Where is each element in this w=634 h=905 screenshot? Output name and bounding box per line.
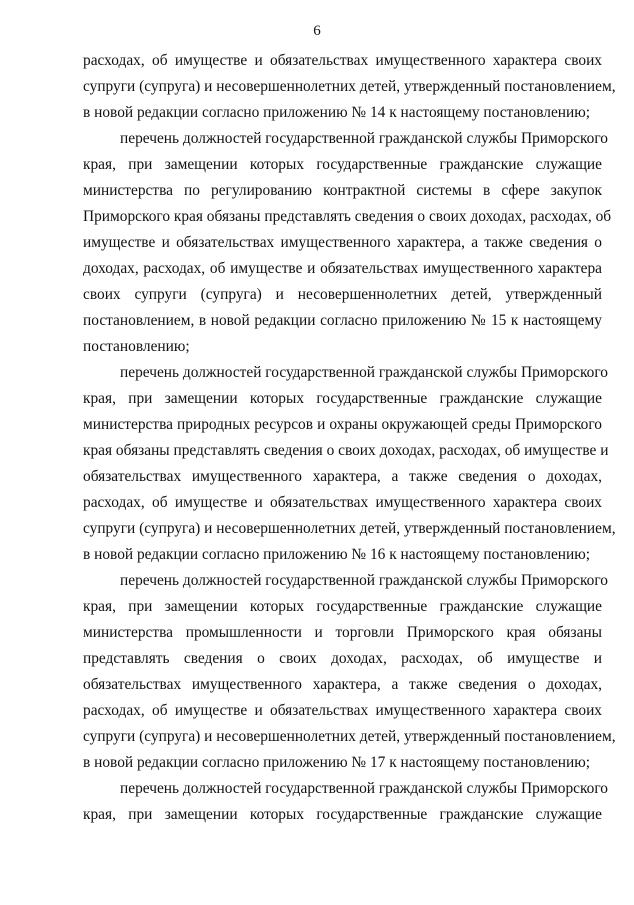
- text-line: края, при замещении которых государственные гражданские служащие: [83, 598, 602, 615]
- text-line: постановлением, в новой редакции согласно приложению № 15 к настоящему: [83, 312, 602, 329]
- text-line: доходах, расходах, об имуществе и обязательствах имущественного характера: [83, 260, 602, 277]
- text-line: края, при замещении которых государственные гражданские служащие: [83, 390, 602, 407]
- text-line: имуществе и обязательствах имущественного характера, а также сведения о: [83, 234, 602, 251]
- text-line: постановлению;: [83, 338, 190, 355]
- text-line: министерства по регулированию контрактной системы в сфере закупок: [83, 182, 602, 199]
- text-line: своих супруги (супруга) и несовершеннолетних детей, утвержденный: [83, 286, 602, 303]
- text-line: края, при замещении которых государственные гражданские служащие: [83, 806, 602, 823]
- text-line: в новой редакции согласно приложению № 14 к настоящему постановлению;: [83, 104, 591, 121]
- text-line: расходах, об имуществе и обязательствах имущественного характера своих: [83, 494, 602, 511]
- text-line: края обязаны представлять сведения о своих доходах, расходах, об имуществе и: [83, 442, 609, 459]
- text-line: Приморского края обязаны представлять сведения о своих доходах, расходах, об: [83, 208, 612, 225]
- text-line: в новой редакции согласно приложению № 16 к настоящему постановлению;: [83, 546, 591, 563]
- text-line: министерства промышленности и торговли Приморского края обязаны: [83, 624, 602, 641]
- text-line: в новой редакции согласно приложению № 17 к настоящему постановлению;: [83, 754, 591, 771]
- text-line: перечень должностей государственной гражданской службы Приморского: [120, 364, 608, 381]
- text-line: обязательствах имущественного характера, а также сведения о доходах,: [83, 676, 602, 693]
- text-line: обязательствах имущественного характера, а также сведения о доходах,: [83, 468, 602, 485]
- page-number: 6: [313, 23, 321, 39]
- text-line: расходах, об имуществе и обязательствах имущественного характера своих: [83, 702, 602, 719]
- text-line: супруги (супруга) и несовершеннолетних детей, утвержденный постановлением,: [83, 520, 616, 537]
- text-line: супруги (супруга) и несовершеннолетних детей, утвержденный постановлением,: [83, 728, 616, 745]
- document-body: [83, 48, 616, 828]
- text-line: представлять сведения о своих доходах, расходах, об имуществе и: [83, 650, 602, 667]
- text-line: перечень должностей государственной гражданской службы Приморского: [120, 130, 608, 147]
- text-line: перечень должностей государственной гражданской службы Приморского: [120, 572, 608, 589]
- text-line: министерства природных ресурсов и охраны окружающей среды Приморского: [83, 416, 602, 433]
- text-line: расходах, об имуществе и обязательствах имущественного характера своих: [83, 52, 602, 69]
- text-line: перечень должностей государственной гражданской службы Приморского: [120, 780, 608, 797]
- text-line: края, при замещении которых государственные гражданские служащие: [83, 156, 602, 173]
- text-line: супруги (супруга) и несовершеннолетних детей, утвержденный постановлением,: [83, 78, 616, 95]
